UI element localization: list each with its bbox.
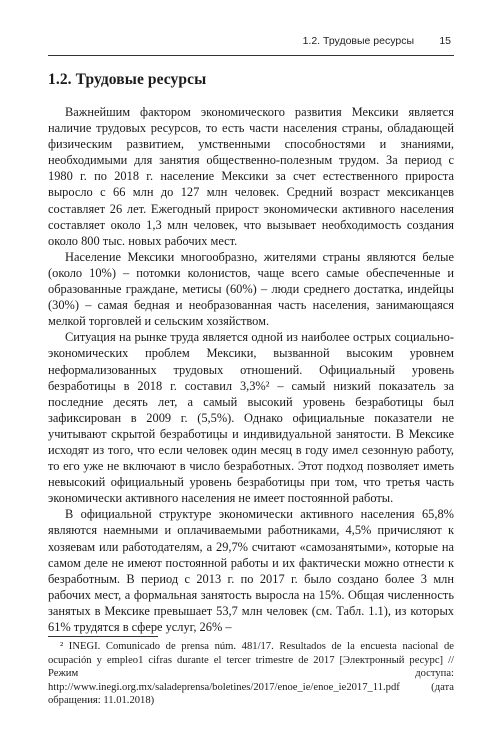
paragraph: Ситуация на рынке труда является одной из наиболее острых социально-экономических проблем Мексики, вызванной высоким уровнем неформализованных трудовых отношений. Официальный уровень безработицы в 2018 г. составил 3,3%² – самый низкий показатель за последние десять лет, а самый высокий уровень безработицы был зафиксирован в 2009 г. (5,5%). Однако официальные показатели не учитывают скрытой безработицы и индивидуальной занятости. В Мексике исходят из того, что если человек один месяц в году имел сезонную работу, то его уже не включают в число безработных. Этот подход позволяет иметь невысокий официальный уровень безработицы при том, что третья часть экономически активного населения не имеет постоянной работы.: [48, 330, 454, 506]
paragraph: Население Мексики многообразно, жителями страны являются белые (около 10%) – потомки колонистов, чаще всего самые обеспеченные и образованные граждане, метисы (60%) – люди среднего достатка, индейцы (30%) – самая бедная и необразованная часть населения, занимающаяся мелкой торговлей и сельским хозяйством.: [48, 249, 454, 329]
book-page: [48, 0, 454, 750]
body-text: [48, 104, 454, 635]
page-number: 15: [439, 35, 451, 47]
paragraph: В официальной структуре экономически активного населения 65,8% являются наемными и оплачиваемыми работниками, 4,5% причисляют к хозяевам или работодателям, а 29,7% считают «самозанятыми», которые на самом деле не имеют постоянной работы и их фактически можно отнести к безработным. В период с 2013 г. по 2017 г. было создано более 3 млн рабочих мест, а формальная занятость выросла на 15%. Общая численность занятых в Мексике превышает 53,7 млн человек (см. Табл. 1.1), из которых 61% трудятся в сфере услуг, 26% –: [48, 507, 454, 634]
footnote-divider: [48, 636, 158, 637]
running-header: [48, 33, 454, 49]
running-header-title: 1.2. Трудовые ресурсы: [302, 35, 414, 47]
footnote: ² INEGI. Comunicado de prensa núm. 481/17. Resultados de la encuesta nacional de ocupación y empleo1 cifras durante el tercer trimestre de 2017 [Электронный ресурс] // Режим доступа: http://www.inegi.org.mx/saladeprensa/boletines/2017/enoe_ie/enoe_ie2017_11.pdf (дата обращения: 11.01.2018): [48, 641, 454, 707]
header-divider: [48, 55, 454, 56]
paragraph: Важнейшим фактором экономического развития Мексики является наличие трудовых ресурсов, то есть части населения страны, обладающей физическим развитием, умственными способностями и знаниями, необходимыми для занятия общественно-полезным трудом. За период с 1980 г. по 2018 г. население Мексики за счет естественного прироста выросло с 66 млн до 127 млн человек. Средний возраст мексиканцев составляет 26 лет. Ежегодный прирост экономически активного населения составляет около 1,3 млн человек, что вызывает необходимость создания около 800 тыс. новых рабочих мест.: [48, 105, 454, 248]
section-heading: 1.2. Трудовые ресурсы: [48, 71, 207, 88]
